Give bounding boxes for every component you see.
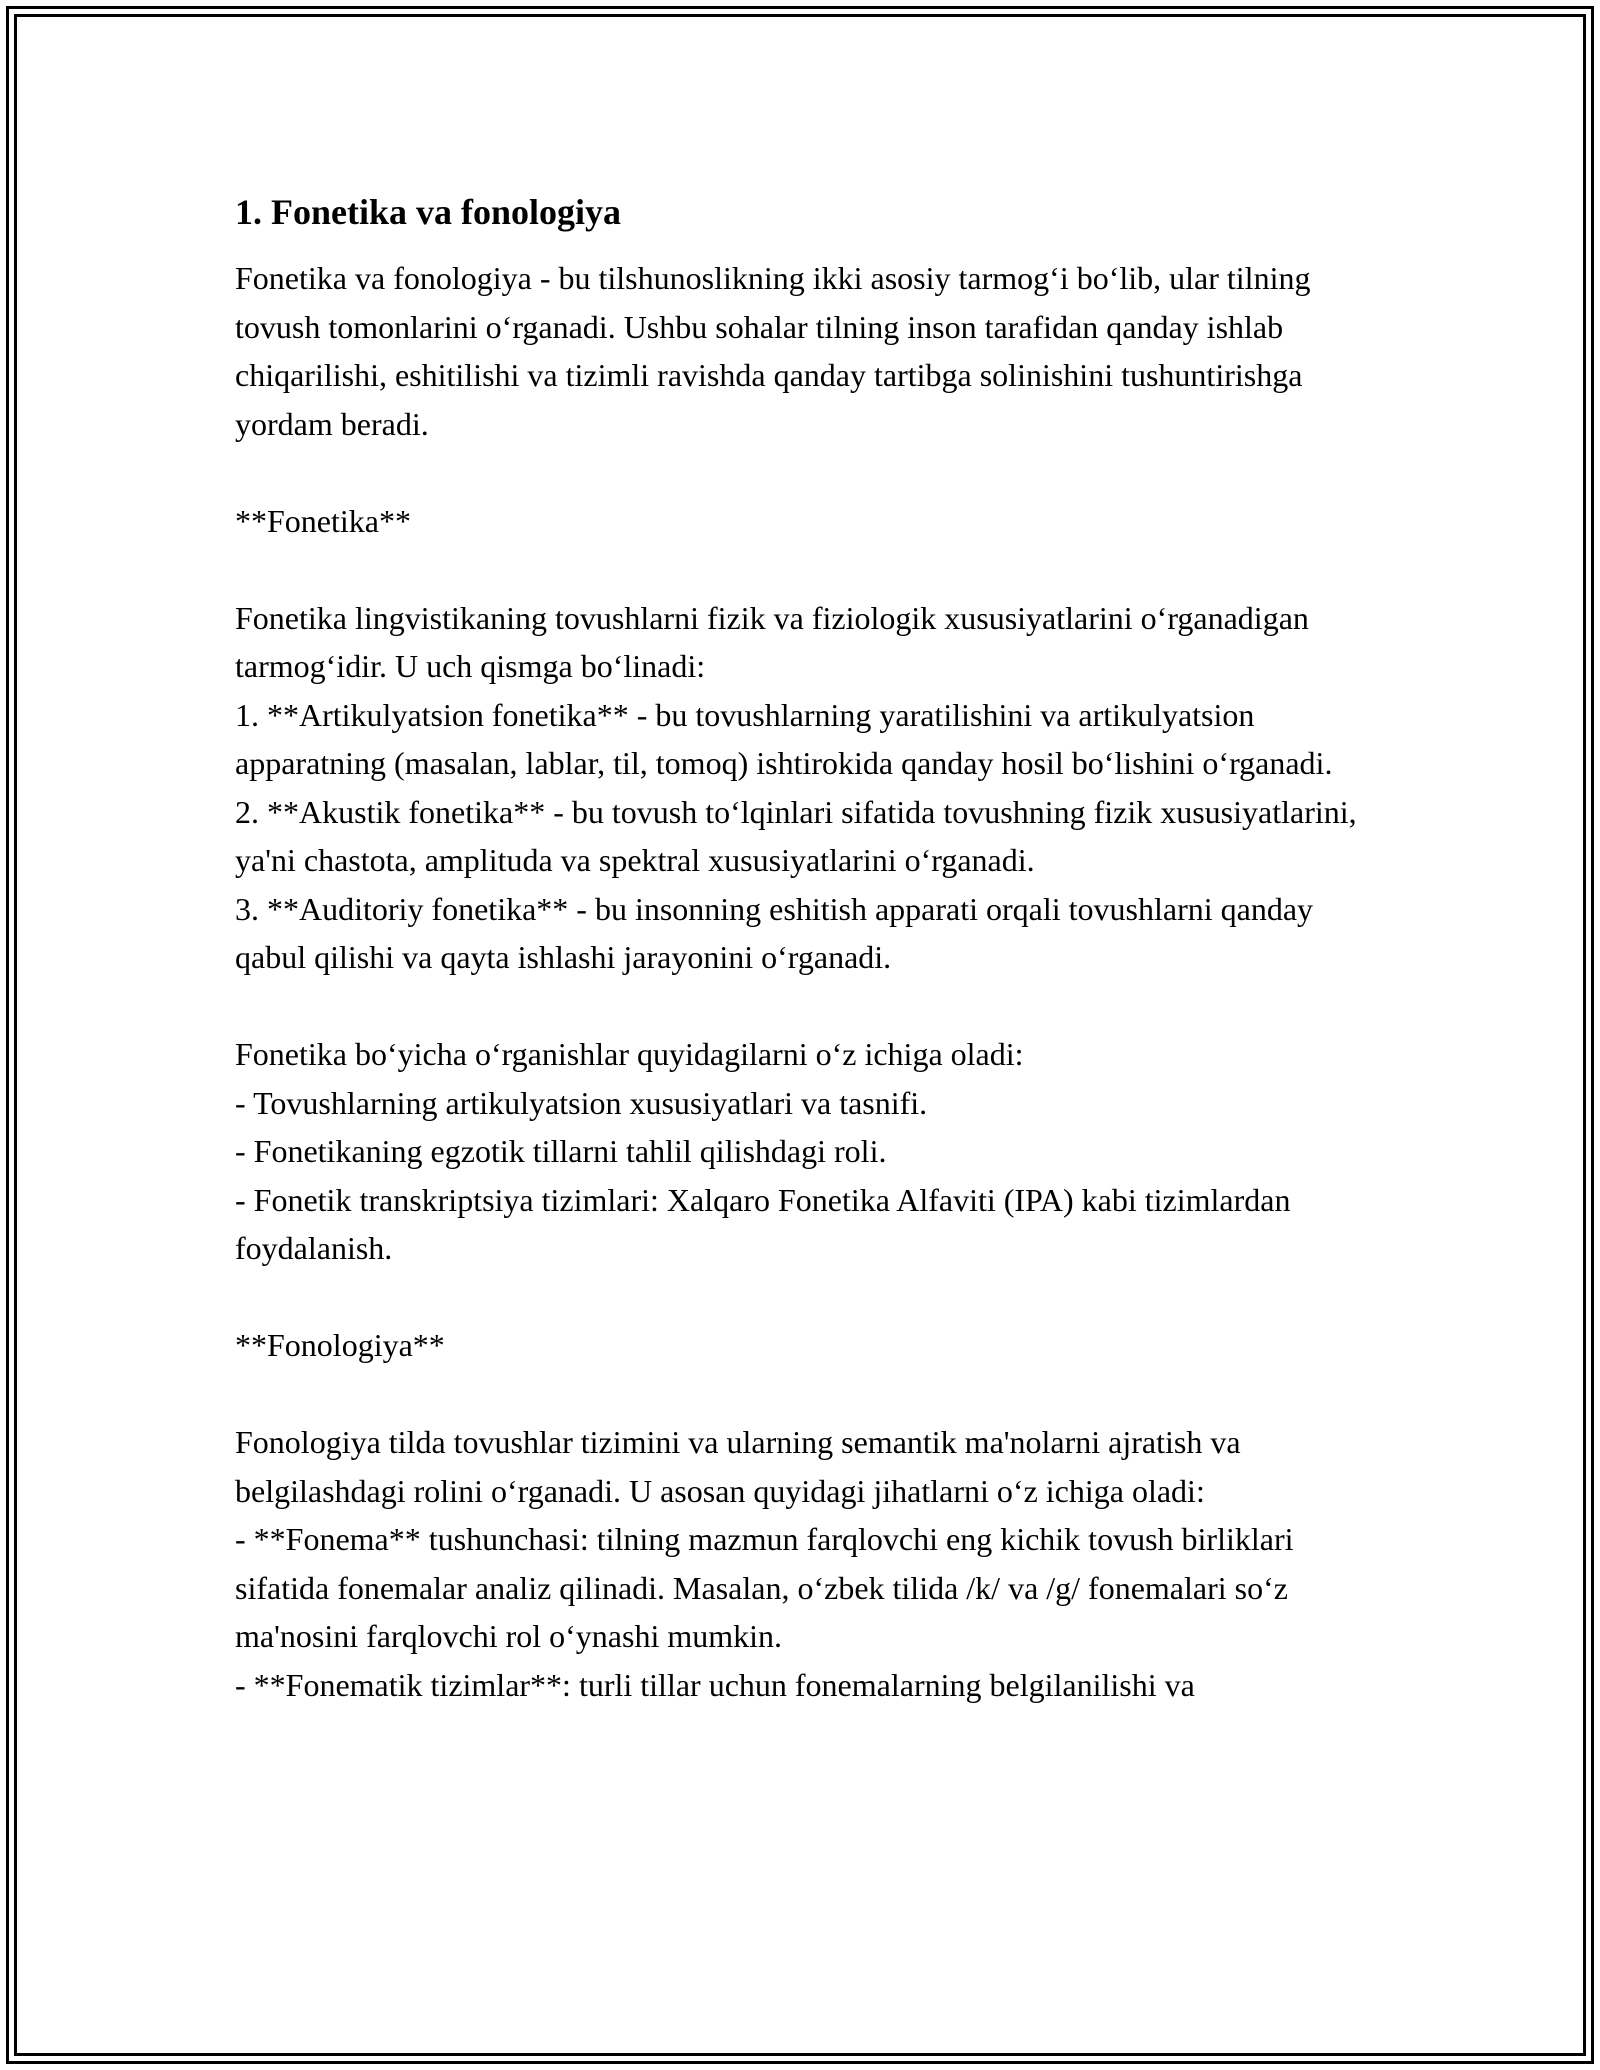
fonetika-study-item: - Fonetikaning egzotik tillarni tahlil qilishdagi roli. xyxy=(235,1133,887,1169)
fonetika-intro: Fonetika lingvistikaning tovushlarni fizik va fiziologik xususiyatlarini o‘rganadigan tarmog‘idir. U uch qismga bo‘linadi: xyxy=(235,599,1317,684)
fonetika-studies-intro: Fonetika bo‘yicha o‘rganishlar quyidagilarni o‘z ichiga oladi: xyxy=(235,1036,1024,1072)
fonetika-part-item: 1. **Artikulyatsion fonetika** - bu tovushlarning yaratilishini va artikulyatsion apparatning (masalan, lablar, til, tomoq) ishtirokida qanday hosil bo‘lishini o‘rganadi. xyxy=(235,696,1333,781)
blank-line xyxy=(235,982,1375,1031)
blank-line xyxy=(235,1370,1375,1419)
fonetika-study-item: - Fonetik transkriptsiya tizimlari: Xalqaro Fonetika Alfaviti (IPA) kabi tizimlardan foydalanish. xyxy=(235,1181,1299,1266)
intro-paragraph: Fonetika va fonologiya - bu tilshunoslikning ikki asosiy tarmog‘i bo‘lib, ular tilning tovush tomonlarini o‘rganadi. Ushbu sohalar tilning inson tarafidan qanday ishlab chiqarilishi, eshitilishi va tizimli ravishda qanday tartibga solinishini tushuntirishga yordam beradi. xyxy=(235,260,1319,442)
fonologiya-point-item: - **Fonema** tushunchasi: tilning mazmun farqlovchi eng kichik tovush birliklari sifatida fonemalar analiz qilinadi. Masalan, o‘zbek tilida /k/ va /g/ fonemalari so‘z ma'nosini farqlovchi rol o‘ynashi mumkin. xyxy=(235,1521,1302,1654)
fonetika-study-item: - Tovushlarning artikulyatsion xususiyatlari va tasnifi. xyxy=(235,1084,928,1121)
fonologiya-title: **Fonologiya** xyxy=(235,1327,445,1363)
fonologiya-point-item: - **Fonematik tizimlar**: turli tillar uchun fonemalarning belgilanilishi va xyxy=(235,1666,1195,1703)
document-body xyxy=(235,188,1375,1709)
blank-line xyxy=(235,545,1375,594)
fonetika-part-item: 2. **Akustik fonetika** - bu tovush to‘lqinlari sifatida tovushning fizik xususiyatlarini, ya'ni chastota, amplituda va spektral xususiyatlarini o‘rganadi. xyxy=(235,793,1365,878)
section-heading: 1. Fonetika va fonologiya xyxy=(235,192,622,232)
blank-line xyxy=(235,448,1375,497)
blank-line xyxy=(235,1273,1375,1322)
fonetika-title: **Fonetika** xyxy=(235,502,411,539)
fonologiya-intro: Fonologiya tilda tovushlar tizimini va ularning semantik ma'nolarni ajratish va belgilashdagi rolini o‘rganadi. U asosan quyidagi jihatlarni o‘z ichiga oladi: xyxy=(235,1424,1249,1509)
fonetika-part-item: 3. **Auditoriy fonetika** - bu insonning eshitish apparati orqali tovushlarni qanday qabul qilishi va qayta ishlashi jarayonini o‘rganadi. xyxy=(235,890,1322,975)
